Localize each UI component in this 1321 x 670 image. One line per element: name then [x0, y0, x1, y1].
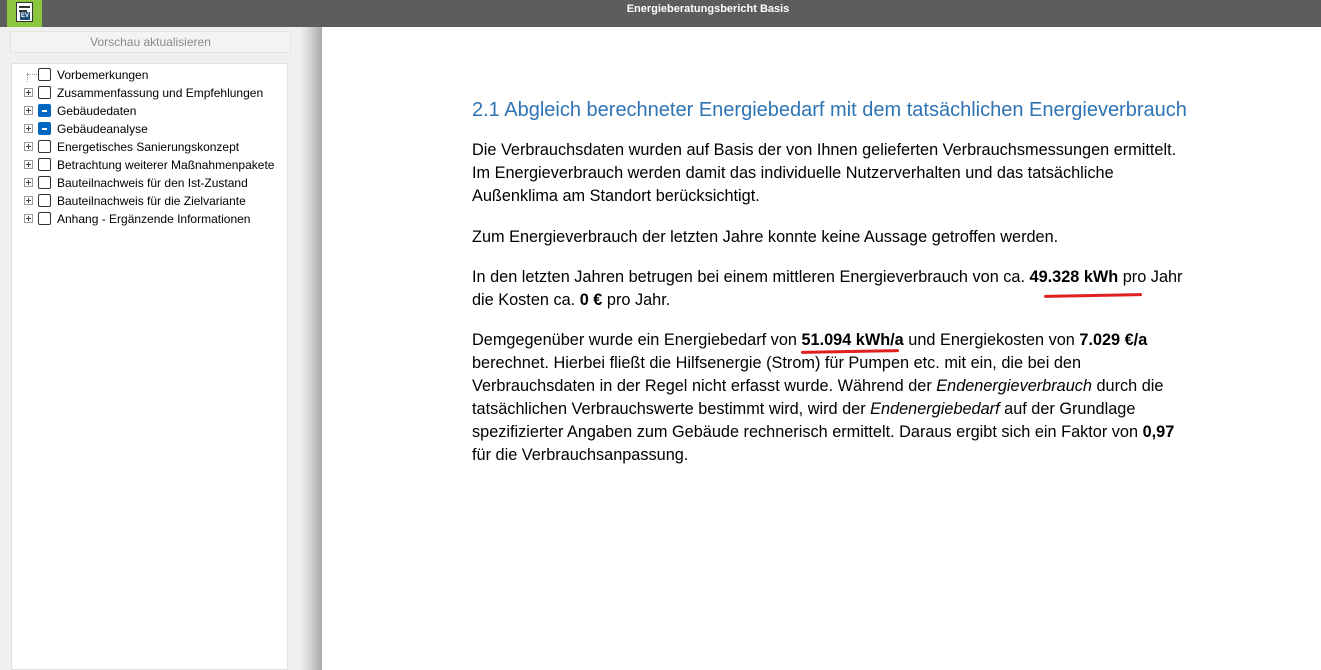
term-endenergieverbrauch: Endenergieverbrauch [936, 377, 1092, 395]
tree-item-anhang[interactable] [12, 210, 287, 228]
text-span: die Kosten ca. [472, 291, 580, 309]
title-bar [0, 0, 1321, 27]
document-preview [322, 27, 1321, 670]
paragraph-demand [472, 329, 1252, 467]
value-text: 49.328 kWh [1029, 268, 1119, 286]
tree-item-label: Vorbemerkungen [57, 68, 149, 82]
expand-icon[interactable] [24, 214, 33, 223]
paragraph-consumption [472, 266, 1252, 312]
checkbox-partial[interactable] [38, 122, 51, 135]
section-heading: 2.1 Abgleich berechneter Energiebedarf mit dem tatsächlichen Energieverbrauch [472, 99, 1187, 121]
chapter-tree [11, 63, 288, 670]
tree-item-label: Zusammenfassung und Empfehlungen [57, 86, 264, 100]
tree-item-sanierungskonzept[interactable] [12, 138, 287, 156]
text-span: auf der Grundlage [999, 400, 1136, 418]
text-line: berechnet. Hierbei fließt die Hilfsenergie (Strom) für Pumpen etc. mit ein, die bei den [472, 354, 1082, 372]
text-span: tatsächlichen Verbrauchswerte bestimmt wird, wird der [472, 400, 871, 418]
window-title: Energieberatungsbericht Basis [626, 3, 790, 15]
tree-item-bauteil-ist[interactable] [12, 174, 287, 192]
tree-item-label: Anhang - Ergänzende Informationen [57, 212, 251, 226]
tree-item-label: Gebäudedaten [57, 104, 137, 118]
checkbox[interactable] [38, 140, 51, 153]
text-line [472, 375, 1252, 398]
text-line [472, 266, 1252, 289]
checkbox[interactable] [38, 194, 51, 207]
badge-icon: EV [20, 13, 29, 19]
tree-item-label: Bauteilnachweis für den Ist-Zustand [57, 176, 248, 190]
expand-icon[interactable] [24, 88, 33, 97]
text-span: Verbrauchsdaten in der Regel nicht erfasst wurde. Während der [472, 377, 937, 395]
expand-icon[interactable] [24, 196, 33, 205]
paragraph-verbrauchsdaten [472, 139, 1252, 208]
tree-item-bauteil-ziel[interactable] [12, 192, 287, 210]
tree-item-massnahmenpakete[interactable] [12, 156, 287, 174]
text-line [472, 421, 1252, 444]
consumption-value [1030, 266, 1119, 289]
checkbox[interactable] [38, 176, 51, 189]
expand-icon[interactable] [24, 106, 33, 115]
text-line: für die Verbrauchsanpassung. [472, 446, 689, 464]
tree-item-label: Betrachtung weiterer Maßnahmenpakete [57, 158, 275, 172]
panel-splitter[interactable] [300, 27, 322, 670]
tree-item-vorbemerkungen[interactable] [12, 66, 287, 84]
text-line [472, 398, 1252, 421]
expand-icon[interactable] [24, 178, 33, 187]
value-text: 51.094 kWh/a [801, 331, 904, 349]
text-span: In den letzten Jahren betrugen bei einem mittleren Energieverbrauch von ca. [472, 268, 1030, 286]
checkbox[interactable] [38, 158, 51, 171]
factor-value: 0,97 [1142, 423, 1175, 441]
tree-item-gebaeudeanalyse[interactable] [12, 120, 287, 138]
tree-item-label: Bauteilnachweis für die Zielvariante [57, 194, 246, 208]
text-line: Die Verbrauchsdaten wurden auf Basis der von Ihnen gelieferten Verbrauchsmessungen ermittelt. [472, 141, 1177, 159]
checkbox[interactable] [38, 212, 51, 225]
tree-item-gebaeudedaten[interactable] [12, 102, 287, 120]
tree-line [27, 74, 37, 75]
tree-item-label: Energetisches Sanierungskonzept [57, 140, 240, 154]
cost-value: 0 € [579, 291, 603, 309]
tree-line [27, 73, 28, 82]
text-line: Außenklima am Standort berücksichtigt. [472, 187, 760, 205]
text-span: Demgegenüber wurde ein Energiebedarf von [472, 331, 802, 349]
left-panel [0, 27, 300, 670]
text-span: pro Jahr [1118, 268, 1183, 286]
text-line: Im Energieverbrauch werden damit das individuelle Nutzerverhalten und das tatsächliche [472, 164, 1114, 182]
tree-item-label: Gebäudeanalyse [57, 122, 148, 136]
text-span: pro Jahr. [602, 291, 671, 309]
text-span: durch die [1091, 377, 1164, 395]
energy-costs-value: 7.029 €/a [1079, 331, 1148, 349]
expand-icon[interactable] [24, 142, 33, 151]
demand-value [801, 329, 903, 352]
checkbox-partial[interactable] [38, 104, 51, 117]
checkbox[interactable] [38, 86, 51, 99]
paragraph-no-statement: Zum Energieverbrauch der letzten Jahre konnte keine Aussage getroffen werden. [472, 228, 1059, 246]
tree-item-zusammenfassung[interactable] [12, 84, 287, 102]
expand-icon[interactable] [24, 124, 33, 133]
text-span: spezifizierter Angaben zum Gebäude rechnerisch ermittelt. Daraus ergibt sich ein Faktor von [472, 423, 1143, 441]
text-span: und Energiekosten von [903, 331, 1080, 349]
term-endenergiebedarf: Endenergiebedarf [870, 400, 1000, 418]
text-line [472, 329, 1252, 352]
refresh-preview-button[interactable]: Vorschau aktualisieren [10, 31, 291, 53]
checkbox[interactable] [38, 68, 51, 81]
expand-icon[interactable] [24, 160, 33, 169]
